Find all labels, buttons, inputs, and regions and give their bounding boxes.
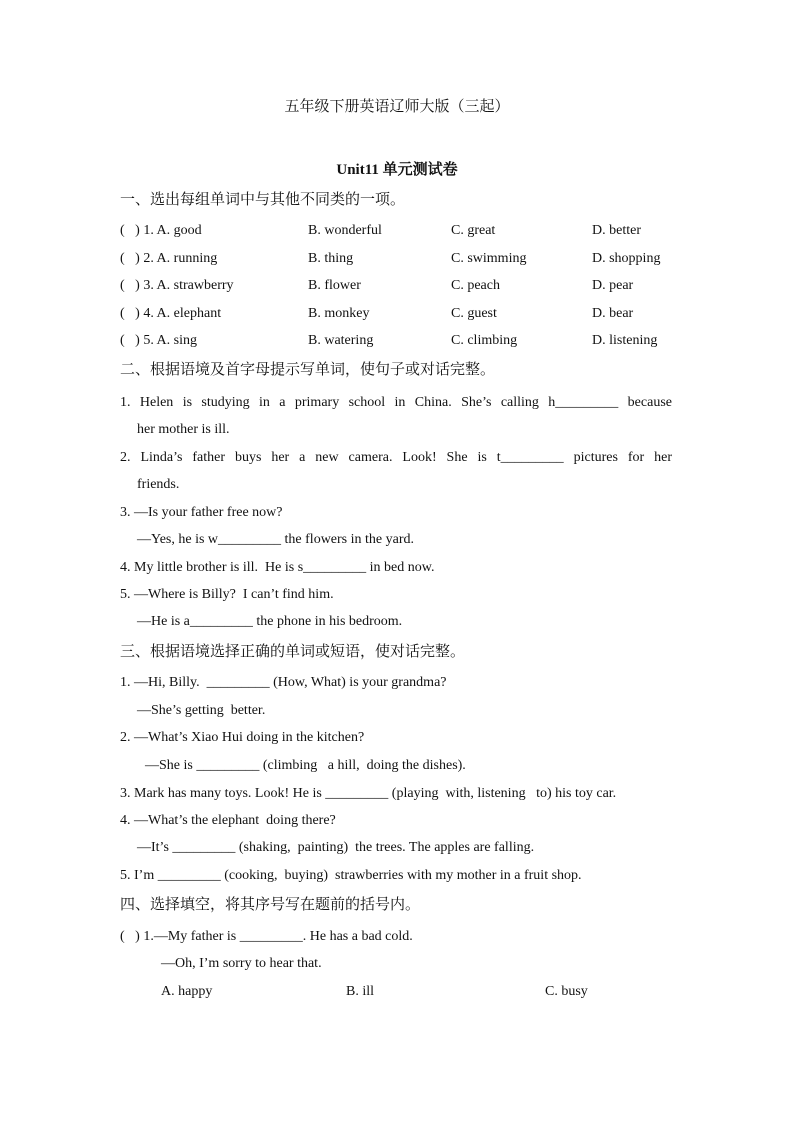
part2-line: —He is a_________ the phone in his bedroom. (137, 614, 403, 629)
part2-heading: 二、根据语境及首字母提示写单词，使句子或对话完整。 (120, 362, 496, 378)
option-c: C. climbing (451, 333, 518, 348)
part3-line: —It’s _________ (shaking, painting) the trees. The apples are falling. (137, 840, 535, 855)
unit-title: Unit11 单元测试卷 (336, 162, 458, 178)
part1-heading: 一、选出每组单词中与其他不同类的一项。 (120, 192, 406, 208)
part2-line: 5. —Where is Billy? I can’t find him. (120, 587, 334, 602)
part2-line: 1. Helen is studying in a primary school in China. She’s calling h_________ because (120, 395, 672, 410)
part2-line: 4. My little brother is ill. He is s_________ in bed now. (120, 560, 435, 575)
option-c: C. swimming (451, 251, 527, 266)
part3-line: 1. —Hi, Billy. _________ (How, What) is your grandma? (120, 675, 447, 690)
part3-line: —She is _________ (climbing a hill, doing the dishes). (145, 758, 466, 773)
part3-line: 3. Mark has many toys. Look! He is _________ (playing with, listening to) his toy car. (120, 786, 617, 801)
option-b: B. wonderful (308, 223, 382, 238)
part3-line: 5. I’m _________ (cooking, buying) strawberries with my mother in a fruit shop. (120, 868, 582, 883)
question-option-a: ( ) 5. A. sing (120, 333, 197, 348)
part2-line: her mother is ill. (137, 422, 230, 437)
question-option-a: ( ) 4. A. elephant (120, 306, 222, 321)
option-d: D. better (592, 223, 641, 238)
option-b: B. flower (308, 278, 361, 293)
option-d: D. listening (592, 333, 658, 348)
part3-line: 2. —What’s Xiao Hui doing in the kitchen? (120, 730, 365, 745)
option-b: B. monkey (308, 306, 370, 321)
document-title: 五年级下册英语辽师大版（三起） (284, 99, 510, 115)
part1-row (120, 278, 680, 298)
part4-option-b: B. ill (346, 984, 375, 999)
part2-line: 2. Linda’s father buys her a new camera. Look! She is t_________ pictures for her (120, 450, 672, 465)
option-c: C. peach (451, 278, 500, 293)
question-option-a: ( ) 1. A. good (120, 223, 202, 238)
part3-line: —She’s getting better. (137, 703, 266, 718)
part2-line: 3. —Is your father free now? (120, 505, 283, 520)
option-d: D. pear (592, 278, 634, 293)
option-d: D. shopping (592, 251, 661, 266)
part4-option-a: A. happy (161, 984, 213, 999)
part2-line: —Yes, he is w_________ the flowers in the yard. (137, 532, 414, 547)
part1-row (120, 251, 680, 271)
option-b: B. thing (308, 251, 354, 266)
part4-option-c: C. busy (545, 984, 588, 999)
part1-row (120, 333, 680, 353)
option-b: B. watering (308, 333, 374, 348)
option-c: C. guest (451, 306, 497, 321)
part4-question-reply: —Oh, I’m sorry to hear that. (161, 956, 322, 971)
question-option-a: ( ) 3. A. strawberry (120, 278, 234, 293)
option-d: D. bear (592, 306, 634, 321)
part4-question-stem: ( ) 1.—My father is _________. He has a bad cold. (120, 929, 413, 944)
option-c: C. great (451, 223, 496, 238)
part3-line: 4. —What’s the elephant doing there? (120, 813, 336, 828)
part1-row (120, 306, 680, 326)
part3-heading: 三、根据语境选择正确的单词或短语，使对话完整。 (120, 644, 466, 660)
part2-line: friends. (137, 477, 180, 492)
part4-heading: 四、选择填空，将其序号写在题前的括号内。 (120, 897, 421, 913)
question-option-a: ( ) 2. A. running (120, 251, 218, 266)
part1-row (120, 223, 680, 243)
